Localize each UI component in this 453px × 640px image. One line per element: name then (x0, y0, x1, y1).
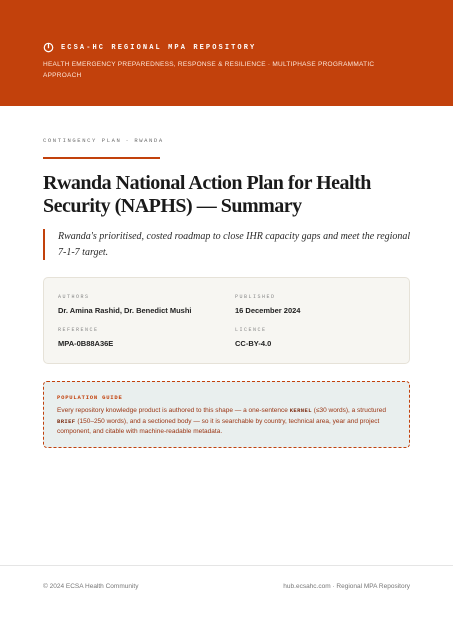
meta-licence-label: LICENCE (235, 327, 267, 333)
meta-authors-label: AUTHORS (58, 294, 90, 300)
meta-licence (235, 327, 271, 348)
document-lede: Rwanda's prioritised, costed roadmap to close IHR capacity gaps and meet the regional 7-1-7 target. (43, 229, 413, 260)
eyebrow-separator: · (125, 137, 131, 144)
meta-published-value: 16 December 2024 (235, 306, 301, 315)
meta-reference (58, 327, 113, 348)
guide-text-part: Every repository knowledge product is authored to this shape — a one-sentence (57, 407, 290, 414)
metadata-card (43, 277, 410, 364)
kernel-keyword: KERNEL (289, 407, 312, 414)
accent-rule (43, 157, 160, 159)
power-icon (43, 42, 54, 53)
header-banner (0, 0, 453, 106)
guide-text (57, 406, 399, 438)
meta-authors-value: Dr. Amina Rashid, Dr. Benedict Mushi (58, 306, 192, 315)
meta-published-label: PUBLISHED (235, 294, 276, 300)
footer-copyright: © 2024 ECSA Health Community (43, 583, 139, 590)
footer-divider (0, 565, 453, 566)
header-tagline: HEALTH EMERGENCY PREPAREDNESS, RESPONSE & RESILIENCE · MULTIPHASE PROGRAMMATIC APPROACH (43, 61, 375, 79)
meta-reference-value: MPA-0B88A36E (58, 339, 114, 348)
document-country: RWANDA (134, 137, 164, 144)
brand[interactable] (43, 42, 256, 53)
brief-keyword: BRIEF (57, 417, 76, 425)
document-type: CONTINGENCY PLAN (43, 137, 122, 144)
meta-published (235, 294, 300, 315)
guide-text-part: (≤30 words), a structured (311, 407, 386, 414)
population-guide (43, 381, 410, 448)
guide-text-part: (150–250 words), and a sectioned body — so it is searchable by country, technical area, year and project component, and citable with machine-readable metadata. (57, 417, 380, 435)
document-title: Rwanda National Action Plan for Health Security (NAPHS) — Summary (43, 172, 371, 217)
meta-licence-value: CC-BY-4.0 (235, 339, 272, 348)
document-eyebrow (43, 137, 164, 144)
footer-site-link[interactable]: hub.ecsahc.com · Regional MPA Repository (283, 583, 410, 590)
meta-authors (58, 294, 192, 315)
brand-name: ECSA-HC REGIONAL MPA REPOSITORY (61, 43, 257, 52)
meta-reference-label: REFERENCE (58, 327, 99, 333)
guide-title: POPULATION GUIDE (57, 394, 123, 401)
